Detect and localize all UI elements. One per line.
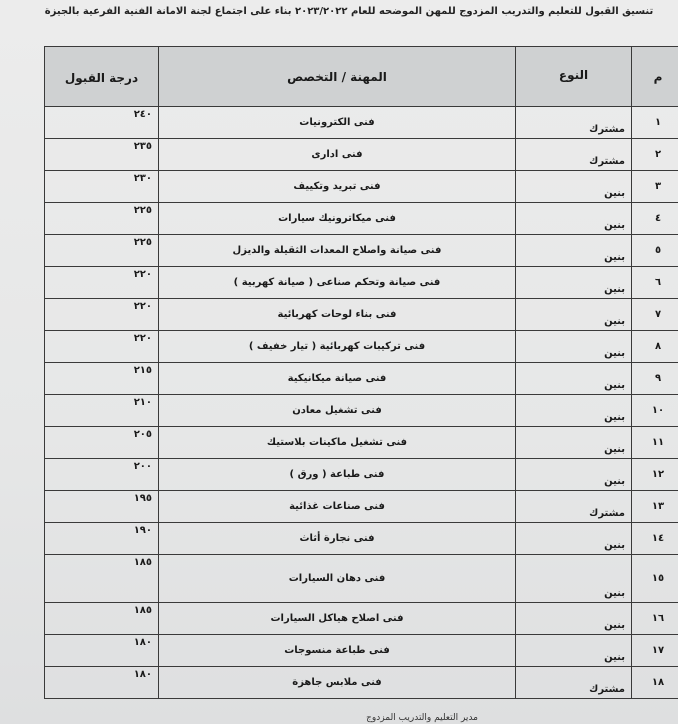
row-specialty: فنى بناء لوحات كهربائية <box>159 299 516 331</box>
table-row <box>45 203 678 235</box>
row-num: ١٨ <box>632 667 678 699</box>
header-num: م <box>632 47 678 107</box>
row-num: ١١ <box>632 427 678 459</box>
header-specialty: المهنة / التخصص <box>159 47 516 107</box>
row-specialty: فنى اصلاح هياكل السيارات <box>159 603 516 635</box>
row-type: بنين <box>516 603 632 635</box>
table-body <box>45 107 678 699</box>
table-row <box>45 555 678 603</box>
header-type: النوع <box>516 47 632 107</box>
table-row <box>45 139 678 171</box>
row-num: ١٧ <box>632 635 678 667</box>
row-type: بنين <box>516 171 632 203</box>
row-num: ٥ <box>632 235 678 267</box>
table-row <box>45 299 678 331</box>
row-type: بنين <box>516 523 632 555</box>
row-type: مشترك <box>516 107 632 139</box>
table-row <box>45 667 678 699</box>
row-specialty: فنى تشغيل معادن <box>159 395 516 427</box>
row-score: ٢٢٥ <box>45 235 159 267</box>
table-row <box>45 107 678 139</box>
row-type: بنين <box>516 427 632 459</box>
row-specialty: فنى الكترونيات <box>159 107 516 139</box>
row-type: بنين <box>516 267 632 299</box>
row-num: ١٤ <box>632 523 678 555</box>
row-specialty: فنى صيانة واصلاح المعدات الثقيلة والديزل <box>159 235 516 267</box>
table-row <box>45 635 678 667</box>
row-specialty: فنى ادارى <box>159 139 516 171</box>
row-score: ١٨٠ <box>45 635 159 667</box>
row-score: ٢٢٥ <box>45 203 159 235</box>
row-num: ٧ <box>632 299 678 331</box>
row-score: ٢١٥ <box>45 363 159 395</box>
row-type: بنين <box>516 555 632 603</box>
table-row <box>45 427 678 459</box>
row-score: ١٨٠ <box>45 667 159 699</box>
row-num: ٤ <box>632 203 678 235</box>
row-specialty: فنى تبريد وتكييف <box>159 171 516 203</box>
row-type: مشترك <box>516 491 632 523</box>
admission-table <box>44 46 678 699</box>
table-row <box>45 331 678 363</box>
table-row <box>45 363 678 395</box>
table-row <box>45 459 678 491</box>
row-type: بنين <box>516 363 632 395</box>
row-num: ٢ <box>632 139 678 171</box>
row-score: ١٨٥ <box>45 555 159 603</box>
row-specialty: فنى ميكاترونيك سيارات <box>159 203 516 235</box>
row-type: بنين <box>516 459 632 491</box>
row-specialty: فنى نجارة أثاث <box>159 523 516 555</box>
footer-signature: مدير التعليم والتدريب المزدوج <box>366 713 478 723</box>
row-score: ٢٢٠ <box>45 267 159 299</box>
table-header-row <box>45 47 678 107</box>
row-num: ١٥ <box>632 555 678 603</box>
row-type: بنين <box>516 235 632 267</box>
row-specialty: فنى صناعات غذائية <box>159 491 516 523</box>
row-score: ١٩٥ <box>45 491 159 523</box>
table-row <box>45 171 678 203</box>
row-type: بنين <box>516 395 632 427</box>
row-score: ٢٣٥ <box>45 139 159 171</box>
document-title: تنسيق القبول للتعليم والتدريب المزدوج للمهن الموضحه للعام ٢٠٢٣/٢٠٢٢ بناء على اجتماع لجنة الامانة الفنية الفرعية بالجيزة <box>44 6 654 17</box>
row-num: ١٣ <box>632 491 678 523</box>
table-row <box>45 395 678 427</box>
header-score: درجة القبول <box>45 47 159 107</box>
row-specialty: فنى دهان السيارات <box>159 555 516 603</box>
row-specialty: فنى صيانة وتحكم صناعى ( صيانة كهربية ) <box>159 267 516 299</box>
row-score: ١٨٥ <box>45 603 159 635</box>
row-specialty: فنى صيانة ميكانيكية <box>159 363 516 395</box>
row-num: ٣ <box>632 171 678 203</box>
row-type: مشترك <box>516 667 632 699</box>
row-type: بنين <box>516 331 632 363</box>
row-type: بنين <box>516 203 632 235</box>
row-score: ٢٠٥ <box>45 427 159 459</box>
row-num: ١٢ <box>632 459 678 491</box>
row-num: ١٠ <box>632 395 678 427</box>
table-row <box>45 603 678 635</box>
row-type: بنين <box>516 635 632 667</box>
table-row <box>45 491 678 523</box>
table-row <box>45 267 678 299</box>
row-specialty: فنى طباعة منسوجات <box>159 635 516 667</box>
row-specialty: فنى تشغيل ماكينات بلاستيك <box>159 427 516 459</box>
row-score: ٢٣٠ <box>45 171 159 203</box>
row-num: ٨ <box>632 331 678 363</box>
row-specialty: فنى طباعة ( ورق ) <box>159 459 516 491</box>
row-score: ٢٢٠ <box>45 299 159 331</box>
row-num: ١٦ <box>632 603 678 635</box>
table-row <box>45 523 678 555</box>
row-specialty: فنى تركيبات كهربائية ( تيار خفيف ) <box>159 331 516 363</box>
table-row <box>45 235 678 267</box>
row-num: ٦ <box>632 267 678 299</box>
row-type: بنين <box>516 299 632 331</box>
row-specialty: فنى ملابس جاهزة <box>159 667 516 699</box>
row-score: ٢١٠ <box>45 395 159 427</box>
row-num: ٩ <box>632 363 678 395</box>
row-score: ٢٤٠ <box>45 107 159 139</box>
row-score: ٢٢٠ <box>45 331 159 363</box>
row-score: ١٩٠ <box>45 523 159 555</box>
row-score: ٢٠٠ <box>45 459 159 491</box>
row-num: ١ <box>632 107 678 139</box>
row-type: مشترك <box>516 139 632 171</box>
